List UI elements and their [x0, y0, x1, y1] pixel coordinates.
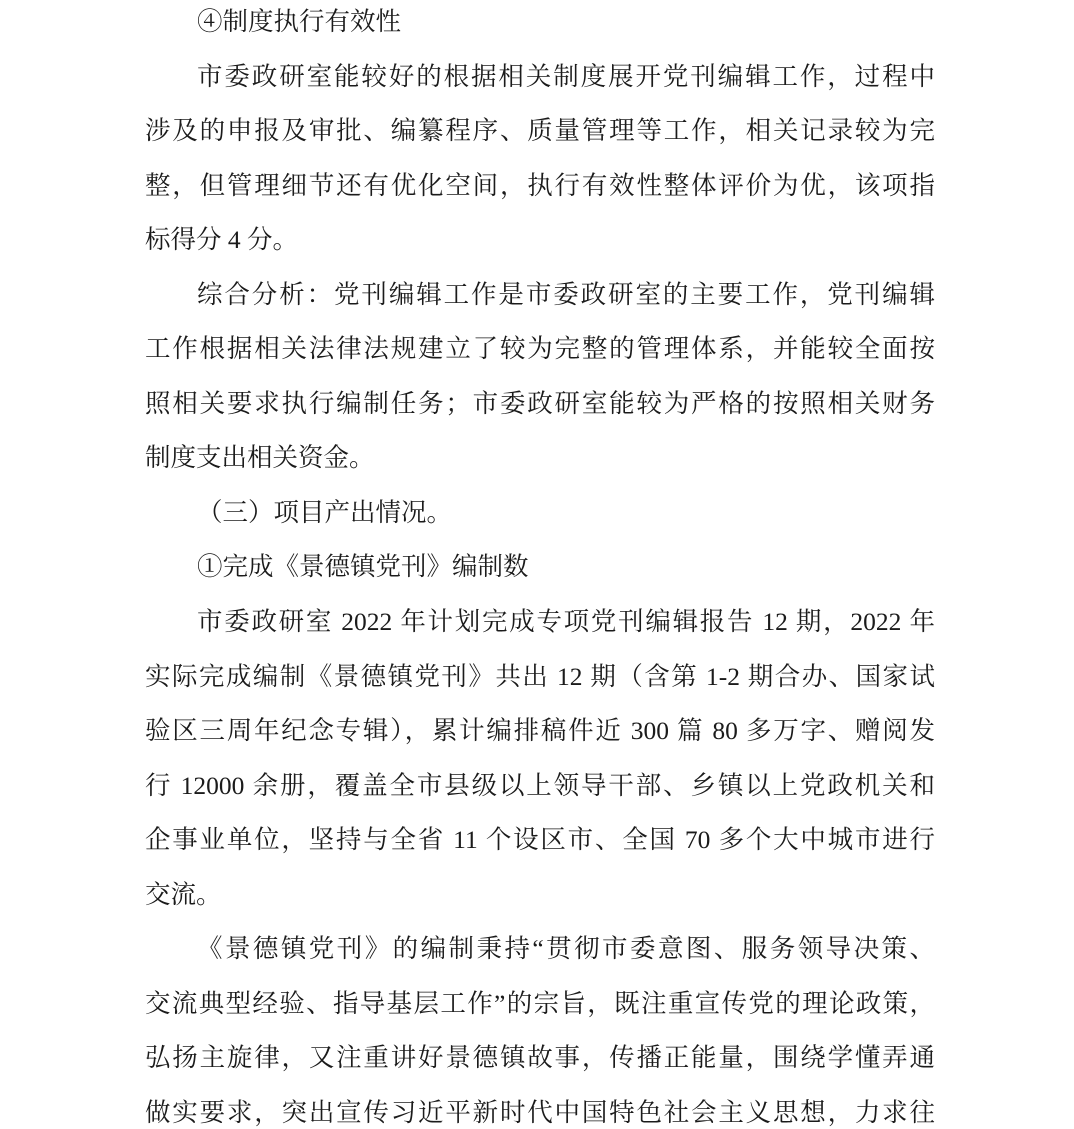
text-line: 整，但管理细节还有优化空间，执行有效性整体评价为优，该项指 [145, 170, 935, 200]
text-line: 实际完成编制《景德镇党刊》共出 12 期（含第 1-2 期合办、国家试 [145, 661, 935, 691]
text-line: 交流典型经验、指导基层工作”的宗旨，既注重宣传党的理论政策， [145, 988, 935, 1018]
text-line: 制度支出相关资金。 [145, 443, 375, 473]
text-line: 市委政研室 2022 年计划完成专项党刊编辑报告 12 期，2022 年 [197, 607, 935, 637]
text-line: 企事业单位，坚持与全省 11 个设区市、全国 70 多个大中城市进行 [145, 825, 935, 855]
text-line: 工作根据相关法律法规建立了较为完整的管理体系，并能较全面按 [145, 334, 935, 364]
text-line: 弘扬主旋律，又注重讲好景德镇故事，传播正能量，围绕学懂弄通 [145, 1043, 935, 1073]
text-line: 《景德镇党刊》的编制秉持“贯彻市委意图、服务领导决策、 [197, 934, 935, 964]
text-line-summary-start: 综合分析：党刊编辑工作是市委政研室的主要工作，党刊编辑 [197, 279, 935, 309]
text-line: 市委政研室能较好的根据相关制度展开党刊编辑工作，过程中 [197, 61, 935, 91]
text-line: 涉及的申报及审批、编纂程序、质量管理等工作，相关记录较为完 [145, 116, 935, 146]
text-line-section-heading-4: ④制度执行有效性 [197, 7, 402, 36]
text-line: 做实要求，突出宣传习近平新时代中国特色社会主义思想，力求往 [145, 1097, 935, 1127]
text-line-section-heading-3: （三）项目产出情况。 [197, 497, 453, 527]
text-line: 交流。 [145, 879, 222, 909]
text-line: 行 12000 余册，覆盖全市县级以上领导干部、乡镇以上党政机关和 [145, 770, 935, 800]
text-line: 照相关要求执行编制任务；市委政研室能较为严格的按照相关财务 [145, 388, 935, 418]
text-line-item-heading-1: ①完成《景德镇党刊》编制数 [197, 552, 529, 582]
text-line: 验区三周年纪念专辑），累计编排稿件近 300 篇 80 多万字、赠阅发 [145, 716, 935, 746]
text-line: 标得分 4 分。 [145, 225, 299, 255]
document-text-block [145, 0, 935, 1129]
